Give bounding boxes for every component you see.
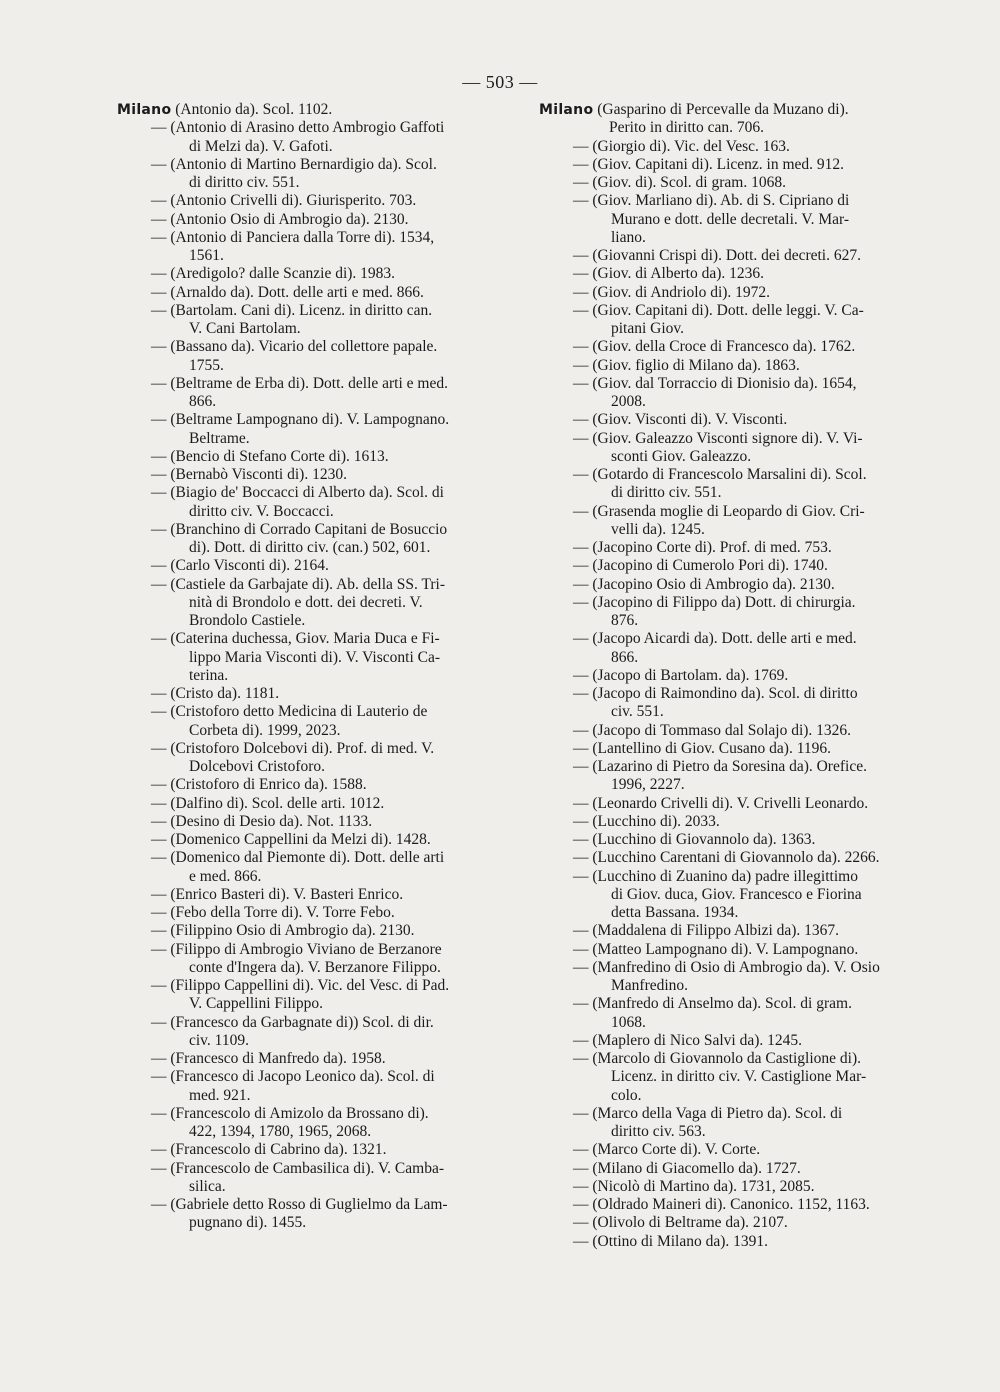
entry-line: — (Leonardo Crivelli di). V. Crivelli Leonardo. (573, 794, 869, 812)
entry-line: — (Arnaldo da). Dott. delle arti e med. 866. (151, 283, 424, 301)
index-entry (117, 977, 507, 1014)
entry-continuation: detta Bassana. 1934. (611, 904, 739, 921)
index-entry (117, 576, 507, 631)
entry-line: — (Giov. della Croce di Francesco da). 1762. (573, 338, 856, 356)
index-entry (117, 1050, 507, 1068)
entry-continuation: Beltrame. (189, 429, 250, 447)
index-entry (539, 959, 929, 996)
index-entry (117, 886, 507, 904)
index-entry (117, 1014, 507, 1051)
headword: Milano (117, 102, 172, 118)
entry-continuation: 422, 1394, 1780, 1965, 2068. (189, 1123, 372, 1140)
entry-line: — (Giov. dal Torraccio di Dionisio da). 1654, (573, 374, 857, 392)
entry-line: — (Matteo Lampognano di). V. Lampognano. (573, 940, 859, 958)
entry-line: — (Caterina duchessa, Giov. Maria Duca e Fi- (151, 630, 440, 648)
index-entry (539, 539, 929, 557)
entry-continuation: 866. (189, 393, 217, 410)
entry-line: — (Antonio di Arasino detto Ambrogio Gaffoti (151, 119, 445, 137)
index-entry (117, 156, 507, 193)
index-entry (539, 922, 929, 940)
index-entry (117, 284, 507, 302)
entry-continuation: 1561. (189, 247, 224, 264)
index-entry (539, 192, 929, 247)
entry-continuation: V. Cani Bartolam. (189, 320, 301, 337)
entry-line: — (Giov. figlio di Milano da). 1863. (573, 356, 800, 374)
index-entry (117, 703, 507, 740)
index-entry (539, 284, 929, 302)
entry-continuation: di diritto civ. 551. (189, 174, 300, 191)
index-entry (539, 101, 929, 138)
index-entry (539, 357, 929, 375)
index-entry (117, 831, 507, 849)
entry-line: Milano (Antonio da). Scol. 1102. (117, 101, 333, 118)
entry-line: — (Giov. Galeazzo Visconti signore di). V. Vi- (573, 429, 863, 447)
index-entry (539, 138, 929, 156)
index-entry (539, 1196, 929, 1214)
index-entry (539, 466, 929, 503)
entry-line: — (Enrico Basteri di). V. Basteri Enrico. (151, 885, 404, 903)
entry-line: — (Francescolo di Cabrino da). 1321. (151, 1141, 387, 1159)
entry-line: — (Giov. di Alberto da). 1236. (573, 265, 764, 283)
entry-line: — (Dalfino di). Scol. delle arti. 1012. (151, 794, 385, 812)
entry-continuation: nità di Brondolo e dott. dei decreti. V. (189, 593, 423, 611)
entry-line: — (Bassano da). Vicario del collettore papale. (151, 338, 438, 356)
entry-line: — (Antonio di Martino Bernardigio da). Scol. (151, 155, 437, 173)
index-entry (539, 1032, 929, 1050)
index-entry (117, 101, 507, 119)
index-entry (539, 247, 929, 265)
entry-line: — (Jacopo di Bartolam. da). 1769. (573, 666, 789, 684)
index-entry (117, 119, 507, 156)
entry-line: — (Jacopino Osio di Ambrogio da). 2130. (573, 575, 835, 593)
entry-line: — (Manfredino di Osio di Ambrogio da). V. Osio (573, 958, 880, 976)
entry-line: — (Filippo di Ambrogio Viviano de Berzanore (151, 940, 442, 958)
entry-continuation: 2008. (611, 393, 646, 410)
entry-line: — (Oldrado Maineri di). Canonico. 1152, 1163. (573, 1196, 870, 1213)
entry-line: — (Lucchino di). 2033. (573, 812, 720, 830)
index-entry (539, 995, 929, 1032)
entry-line: — (Desino di Desio da). Not. 1133. (151, 812, 373, 830)
entry-continuation: 1755. (189, 356, 224, 374)
entry-line: — (Bernabò Visconti di). 1230. (151, 466, 347, 483)
entry-line: — (Cristo da). 1181. (151, 685, 280, 702)
entry-line: — (Bencio di Stefano Corte di). 1613. (151, 447, 389, 465)
entry-line: — (Ottino di Milano da). 1391. (573, 1232, 769, 1250)
index-entry (539, 849, 929, 867)
entry-continuation: diritto civ. 563. (611, 1123, 706, 1140)
index-entry (539, 557, 929, 575)
entry-continuation: Manfredino. (611, 977, 689, 994)
index-entry (117, 849, 507, 886)
entry-continuation: di). Dott. di diritto civ. (can.) 502, 601. (189, 539, 431, 556)
index-entry (117, 229, 507, 266)
index-entry (117, 265, 507, 283)
entry-line: — (Giov. di). Scol. di gram. 1068. (573, 174, 786, 191)
index-entry (117, 521, 507, 558)
index-entry (117, 375, 507, 412)
entry-continuation: civ. 551. (611, 703, 664, 721)
entry-continuation: Dolcebovi Cristoforo. (189, 758, 326, 775)
entry-line: — (Francescolo di Amizolo da Brossano di). (151, 1104, 429, 1122)
entry-line: — (Febo della Torre di). V. Torre Febo. (151, 904, 395, 921)
entry-line: — (Francesco da Garbagnate di)) Scol. di dir. (151, 1013, 434, 1031)
entry-continuation: 1996, 2227. (611, 776, 685, 794)
entry-line: — (Beltrame de Erba di). Dott. delle arti e med. (151, 374, 448, 392)
index-entry (117, 941, 507, 978)
entry-continuation: Brondolo Castiele. (189, 612, 306, 629)
entry-continuation: 876. (611, 612, 639, 629)
entry-line: — (Francesco di Jacopo Leonico da). Scol. di (151, 1068, 435, 1086)
index-entry (539, 1105, 929, 1142)
entry-line: — (Lucchino di Giovannolo da). 1363. (573, 831, 816, 848)
index-entry (117, 685, 507, 703)
entry-line: — (Lantellino di Giov. Cusano da). 1196. (573, 739, 832, 757)
entry-line: — (Giov. di Andriolo di). 1972. (573, 283, 771, 301)
entry-line: — (Giorgio di). Vic. del Vesc. 163. (573, 137, 790, 155)
index-entry (539, 302, 929, 339)
entry-line: — (Cristoforo detto Medicina di Lauterio de (151, 703, 428, 721)
index-entry (117, 1160, 507, 1197)
entry-line: — (Giov. Capitani di). Dott. delle leggi. V. Ca- (573, 301, 864, 319)
entry-continuation: di Melzi da). V. Gafoti. (189, 137, 333, 155)
entry-continuation: 866. (611, 648, 639, 666)
entry-continuation: Perito in diritto can. 706. (609, 119, 764, 137)
headword: Milano (539, 102, 594, 118)
index-entry (539, 667, 929, 685)
entry-continuation: colo. (611, 1086, 642, 1104)
index-entry (539, 740, 929, 758)
entry-line: — (Francesco di Manfredo da). 1958. (151, 1050, 386, 1067)
entry-line: — (Bartolam. Cani di). Licenz. in diritto can. (151, 301, 433, 319)
entry-line: — (Biagio de' Boccacci di Alberto da). Scol. di (151, 484, 444, 502)
entry-continuation: lippo Maria Visconti di). V. Visconti Ca- (189, 648, 441, 666)
entry-continuation: sconti Giov. Galeazzo. (611, 447, 752, 465)
entry-line: — (Jacopino Corte di). Prof. di med. 753. (573, 539, 832, 556)
entry-line: — (Filippo Cappellini di). Vic. del Vesc. di Pad. (151, 977, 450, 994)
entry-line: — (Carlo Visconti di). 2164. (151, 557, 329, 575)
index-entry (117, 813, 507, 831)
entry-continuation: conte d'Ingera da). V. Berzanore Filippo. (189, 958, 441, 976)
entry-line: — (Maddalena di Filippo Albizi da). 1367. (573, 922, 840, 940)
index-entry (539, 594, 929, 631)
entry-line: — (Gabriele detto Rosso di Guglielmo da Lam- (151, 1196, 448, 1213)
index-entry (117, 740, 507, 777)
entry-continuation: silica. (189, 1177, 226, 1195)
entry-continuation: Corbeta di). 1999, 2023. (189, 721, 341, 739)
entry-continuation: velli da). 1245. (611, 520, 705, 538)
index-entry (117, 1141, 507, 1159)
index-entry (117, 1196, 507, 1233)
entry-continuation: pugnano di). 1455. (189, 1214, 307, 1232)
index-entry (539, 503, 929, 540)
entry-line: — (Jacopino di Cumerolo Pori di). 1740. (573, 557, 828, 575)
entry-line: — (Domenico Cappellini da Melzi di). 1428. (151, 831, 431, 848)
index-entry (539, 1214, 929, 1232)
entry-line: — (Branchino di Corrado Capitani de Bosuccio (151, 520, 448, 538)
entry-line: — (Castiele da Garbajate di). Ab. della SS. Tri- (151, 575, 446, 593)
index-entry (117, 338, 507, 375)
entry-continuation: V. Cappellini Filippo. (189, 995, 324, 1013)
entry-continuation: civ. 1109. (189, 1031, 249, 1049)
index-entry (117, 1068, 507, 1105)
entry-continuation: diritto civ. V. Boccacci. (189, 502, 334, 520)
entry-continuation: di Giov. duca, Giov. Francesco e Fiorina (611, 885, 862, 903)
index-entry (539, 758, 929, 795)
index-entry (539, 375, 929, 412)
index-entry (539, 941, 929, 959)
entry-continuation: e med. 866. (189, 867, 262, 885)
entry-continuation: liano. (611, 228, 646, 246)
index-entry (117, 795, 507, 813)
index-entry (539, 576, 929, 594)
entry-line: — (Antonio Osio di Ambrogio da). 2130. (151, 210, 409, 228)
index-entry (117, 484, 507, 521)
index-entry (539, 1160, 929, 1178)
index-entry (539, 156, 929, 174)
index-entry (117, 1105, 507, 1142)
entry-line: — (Antonio di Panciera dalla Torre di). 1534, (151, 228, 435, 246)
index-entry (539, 685, 929, 722)
entry-line: — (Gotardo di Francescolo Marsalini di). Scol. (573, 466, 867, 483)
entry-line: — (Maplero di Nico Salvi da). 1245. (573, 1031, 803, 1049)
index-entry (539, 795, 929, 813)
index-entry (117, 630, 507, 685)
entry-line: — (Grasenda moglie di Leopardo di Giov. Cri- (573, 502, 865, 520)
entry-line: — (Aredigolo? dalle Scanzie di). 1983. (151, 265, 396, 283)
entry-line: — (Francescolo de Cambasilica di). V. Camba- (151, 1159, 444, 1177)
index-entry (117, 904, 507, 922)
index-entry (539, 722, 929, 740)
entry-line: — (Olivolo di Beltrame da). 2107. (573, 1214, 788, 1232)
left-column (117, 101, 507, 1233)
index-entry (539, 1141, 929, 1159)
entry-line: — (Jacopino di Filippo da) Dott. di chirurgia. (573, 593, 856, 611)
index-entry (117, 922, 507, 940)
entry-continuation: pitani Giov. (611, 320, 685, 337)
entry-line: — (Cristoforo Dolcebovi di). Prof. di med. V. (151, 739, 435, 757)
entry-line: — (Giov. Visconti di). V. Visconti. (573, 411, 788, 429)
index-entry (539, 1233, 929, 1251)
index-entry (117, 776, 507, 794)
index-entry (539, 1050, 929, 1105)
index-entry (539, 174, 929, 192)
index-entry (117, 557, 507, 575)
index-entry (539, 831, 929, 849)
entry-line: — (Lucchino Carentani di Giovannolo da). 2266. (573, 849, 880, 867)
index-entry (117, 302, 507, 339)
index-entry (539, 430, 929, 467)
entry-line: — (Lucchino di Zuanino da) padre illegittimo (573, 867, 858, 885)
index-entry (117, 411, 507, 448)
right-column (539, 101, 929, 1251)
entry-continuation: terina. (189, 666, 229, 684)
entry-line: — (Jacopo Aicardi da). Dott. delle arti e med. (573, 630, 857, 648)
entry-continuation: 1068. (611, 1013, 646, 1031)
entry-line: — (Lazarino di Pietro da Soresina da). Orefice. (573, 758, 867, 775)
entry-continuation: Licenz. in diritto civ. V. Castiglione Mar- (611, 1068, 867, 1086)
index-entry (539, 338, 929, 356)
entry-line: — (Beltrame Lampognano di). V. Lampognano. (151, 411, 450, 429)
entry-line: — (Giovanni Crispi di). Dott. dei decreti. 627. (573, 247, 861, 264)
index-entry (539, 1178, 929, 1196)
index-entry (539, 630, 929, 667)
entry-line: — (Domenico dal Piemonte di). Dott. delle arti (151, 849, 445, 867)
entry-line: — (Nicolò di Martino da). 1731, 2085. (573, 1177, 815, 1195)
entry-line: — (Filippino Osio di Ambrogio da). 2130. (151, 922, 415, 940)
entry-line: — (Manfredo di Anselmo da). Scol. di gram. (573, 995, 852, 1013)
entry-line: — (Marco della Vaga di Pietro da). Scol. di (573, 1104, 843, 1122)
index-entry (117, 448, 507, 466)
entry-line: Milano (Gasparino di Percevalle da Muzano di). (539, 101, 849, 118)
index-entry (539, 813, 929, 831)
entry-continuation: med. 921. (189, 1086, 251, 1104)
entry-continuation: di diritto civ. 551. (611, 484, 722, 502)
entry-line: — (Cristoforo di Enrico da). 1588. (151, 776, 367, 794)
index-entry (117, 466, 507, 484)
entry-line: — (Jacopo di Raimondino da). Scol. di diritto (573, 685, 858, 702)
index-entry (117, 192, 507, 210)
entry-line: — (Marco Corte di). V. Corte. (573, 1141, 761, 1159)
index-entry (539, 265, 929, 283)
index-entry (539, 411, 929, 429)
entry-line: — (Marcolo di Giovannolo da Castiglione di). (573, 1050, 861, 1067)
entry-line: — (Antonio Crivelli di). Giurisperito. 703. (151, 192, 417, 210)
page-number: — 503 — (462, 72, 538, 92)
entry-line: — (Giov. Capitani di). Licenz. in med. 912. (573, 155, 845, 173)
entry-line: — (Giov. Marliano di). Ab. di S. Cipriano di (573, 192, 850, 210)
index-entry (539, 868, 929, 923)
entry-continuation: Murano e dott. delle decretali. V. Mar- (611, 210, 850, 228)
entry-line: — (Milano di Giacomello da). 1727. (573, 1159, 801, 1177)
entry-line: — (Jacopo di Tommaso dal Solajo di). 1326. (573, 721, 852, 739)
index-entry (117, 211, 507, 229)
